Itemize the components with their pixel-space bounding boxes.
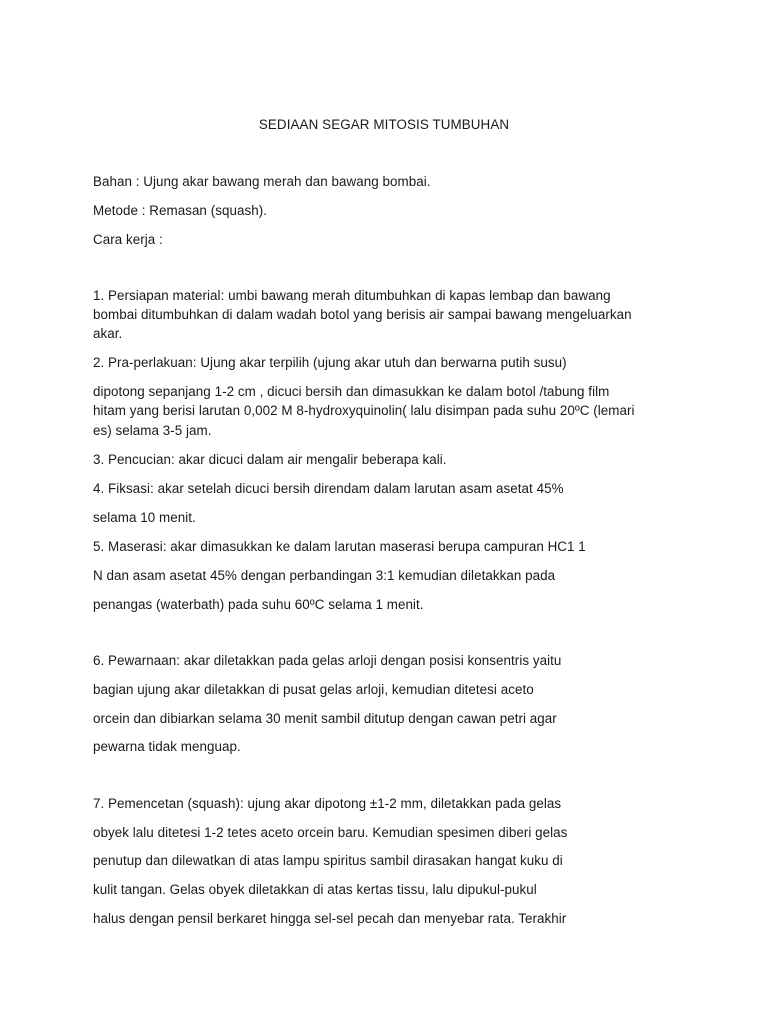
step-4-line: 4. Fiksasi: akar setelah dicuci bersih direndam dalam larutan asam asetat 45% bbox=[93, 481, 564, 496]
step-2-line: dipotong sepanjang 1-2 cm , dicuci bersih dan dimasukkan ke dalam botol /tabung film bbox=[93, 384, 610, 399]
step-5-line: N dan asam asetat 45% dengan perbandingan 3:1 kemudian diletakkan pada bbox=[93, 568, 556, 583]
bahan-line: Bahan : Ujung akar bawang merah dan bawang bombai. bbox=[93, 174, 431, 189]
cara-kerja-label: Cara kerja : bbox=[93, 232, 163, 247]
step-2-line: 2. Pra-perlakuan: Ujung akar terpilih (ujung akar utuh dan berwarna putih susu) bbox=[93, 355, 567, 370]
step-4-line: selama 10 menit. bbox=[93, 510, 196, 525]
step-7-line: halus dengan pensil berkaret hingga sel-sel pecah dan menyebar rata. Terakhir bbox=[93, 911, 567, 926]
step-2-line: es) selama 3-5 jam. bbox=[93, 423, 212, 438]
step-6-line: pewarna tidak menguap. bbox=[93, 739, 241, 754]
step-5-line: penangas (waterbath) pada suhu 60ºC selama 1 menit. bbox=[93, 597, 424, 612]
step-1-line: bombai ditumbuhkan di dalam wadah botol yang berisis air sampai bawang mengeluarkan bbox=[93, 307, 632, 322]
step-7-line: kulit tangan. Gelas obyek diletakkan di atas kertas tissu, lalu dipukul-pukul bbox=[93, 882, 537, 897]
step-6-line: bagian ujung akar diletakkan di pusat gelas arloji, kemudian ditetesi aceto bbox=[93, 682, 534, 697]
step-2-line: hitam yang berisi larutan 0,002 M 8-hydroxyquinolin( lalu disimpan pada suhu 20ºC (lemari bbox=[93, 403, 635, 418]
step-7-line: 7. Pemencetan (squash): ujung akar dipotong ±1-2 mm, diletakkan pada gelas bbox=[93, 796, 562, 811]
metode-line: Metode : Remasan (squash). bbox=[93, 203, 267, 218]
step-5-line: 5. Maserasi: akar dimasukkan ke dalam larutan maserasi berupa campuran HC1 1 bbox=[93, 539, 586, 554]
document-title: SEDIAAN SEGAR MITOSIS TUMBUHAN bbox=[258, 117, 510, 132]
step-7-line: penutup dan dilewatkan di atas lampu spiritus sambil dirasakan hangat kuku di bbox=[93, 853, 563, 868]
step-7-line: obyek lalu ditetesi 1-2 tetes aceto orcein baru. Kemudian spesimen diberi gelas bbox=[93, 825, 568, 840]
step-1-line: 1. Persiapan material: umbi bawang merah ditumbuhkan di kapas lembap dan bawang bbox=[93, 288, 611, 303]
step-3-line: 3. Pencucian: akar dicuci dalam air mengalir beberapa kali. bbox=[93, 452, 447, 467]
step-6-line: 6. Pewarnaan: akar diletakkan pada gelas arloji dengan posisi konsentris yaitu bbox=[93, 653, 562, 668]
step-1-line: akar. bbox=[93, 326, 123, 341]
step-6-line: orcein dan dibiarkan selama 30 menit sambil ditutup dengan cawan petri agar bbox=[93, 711, 557, 726]
